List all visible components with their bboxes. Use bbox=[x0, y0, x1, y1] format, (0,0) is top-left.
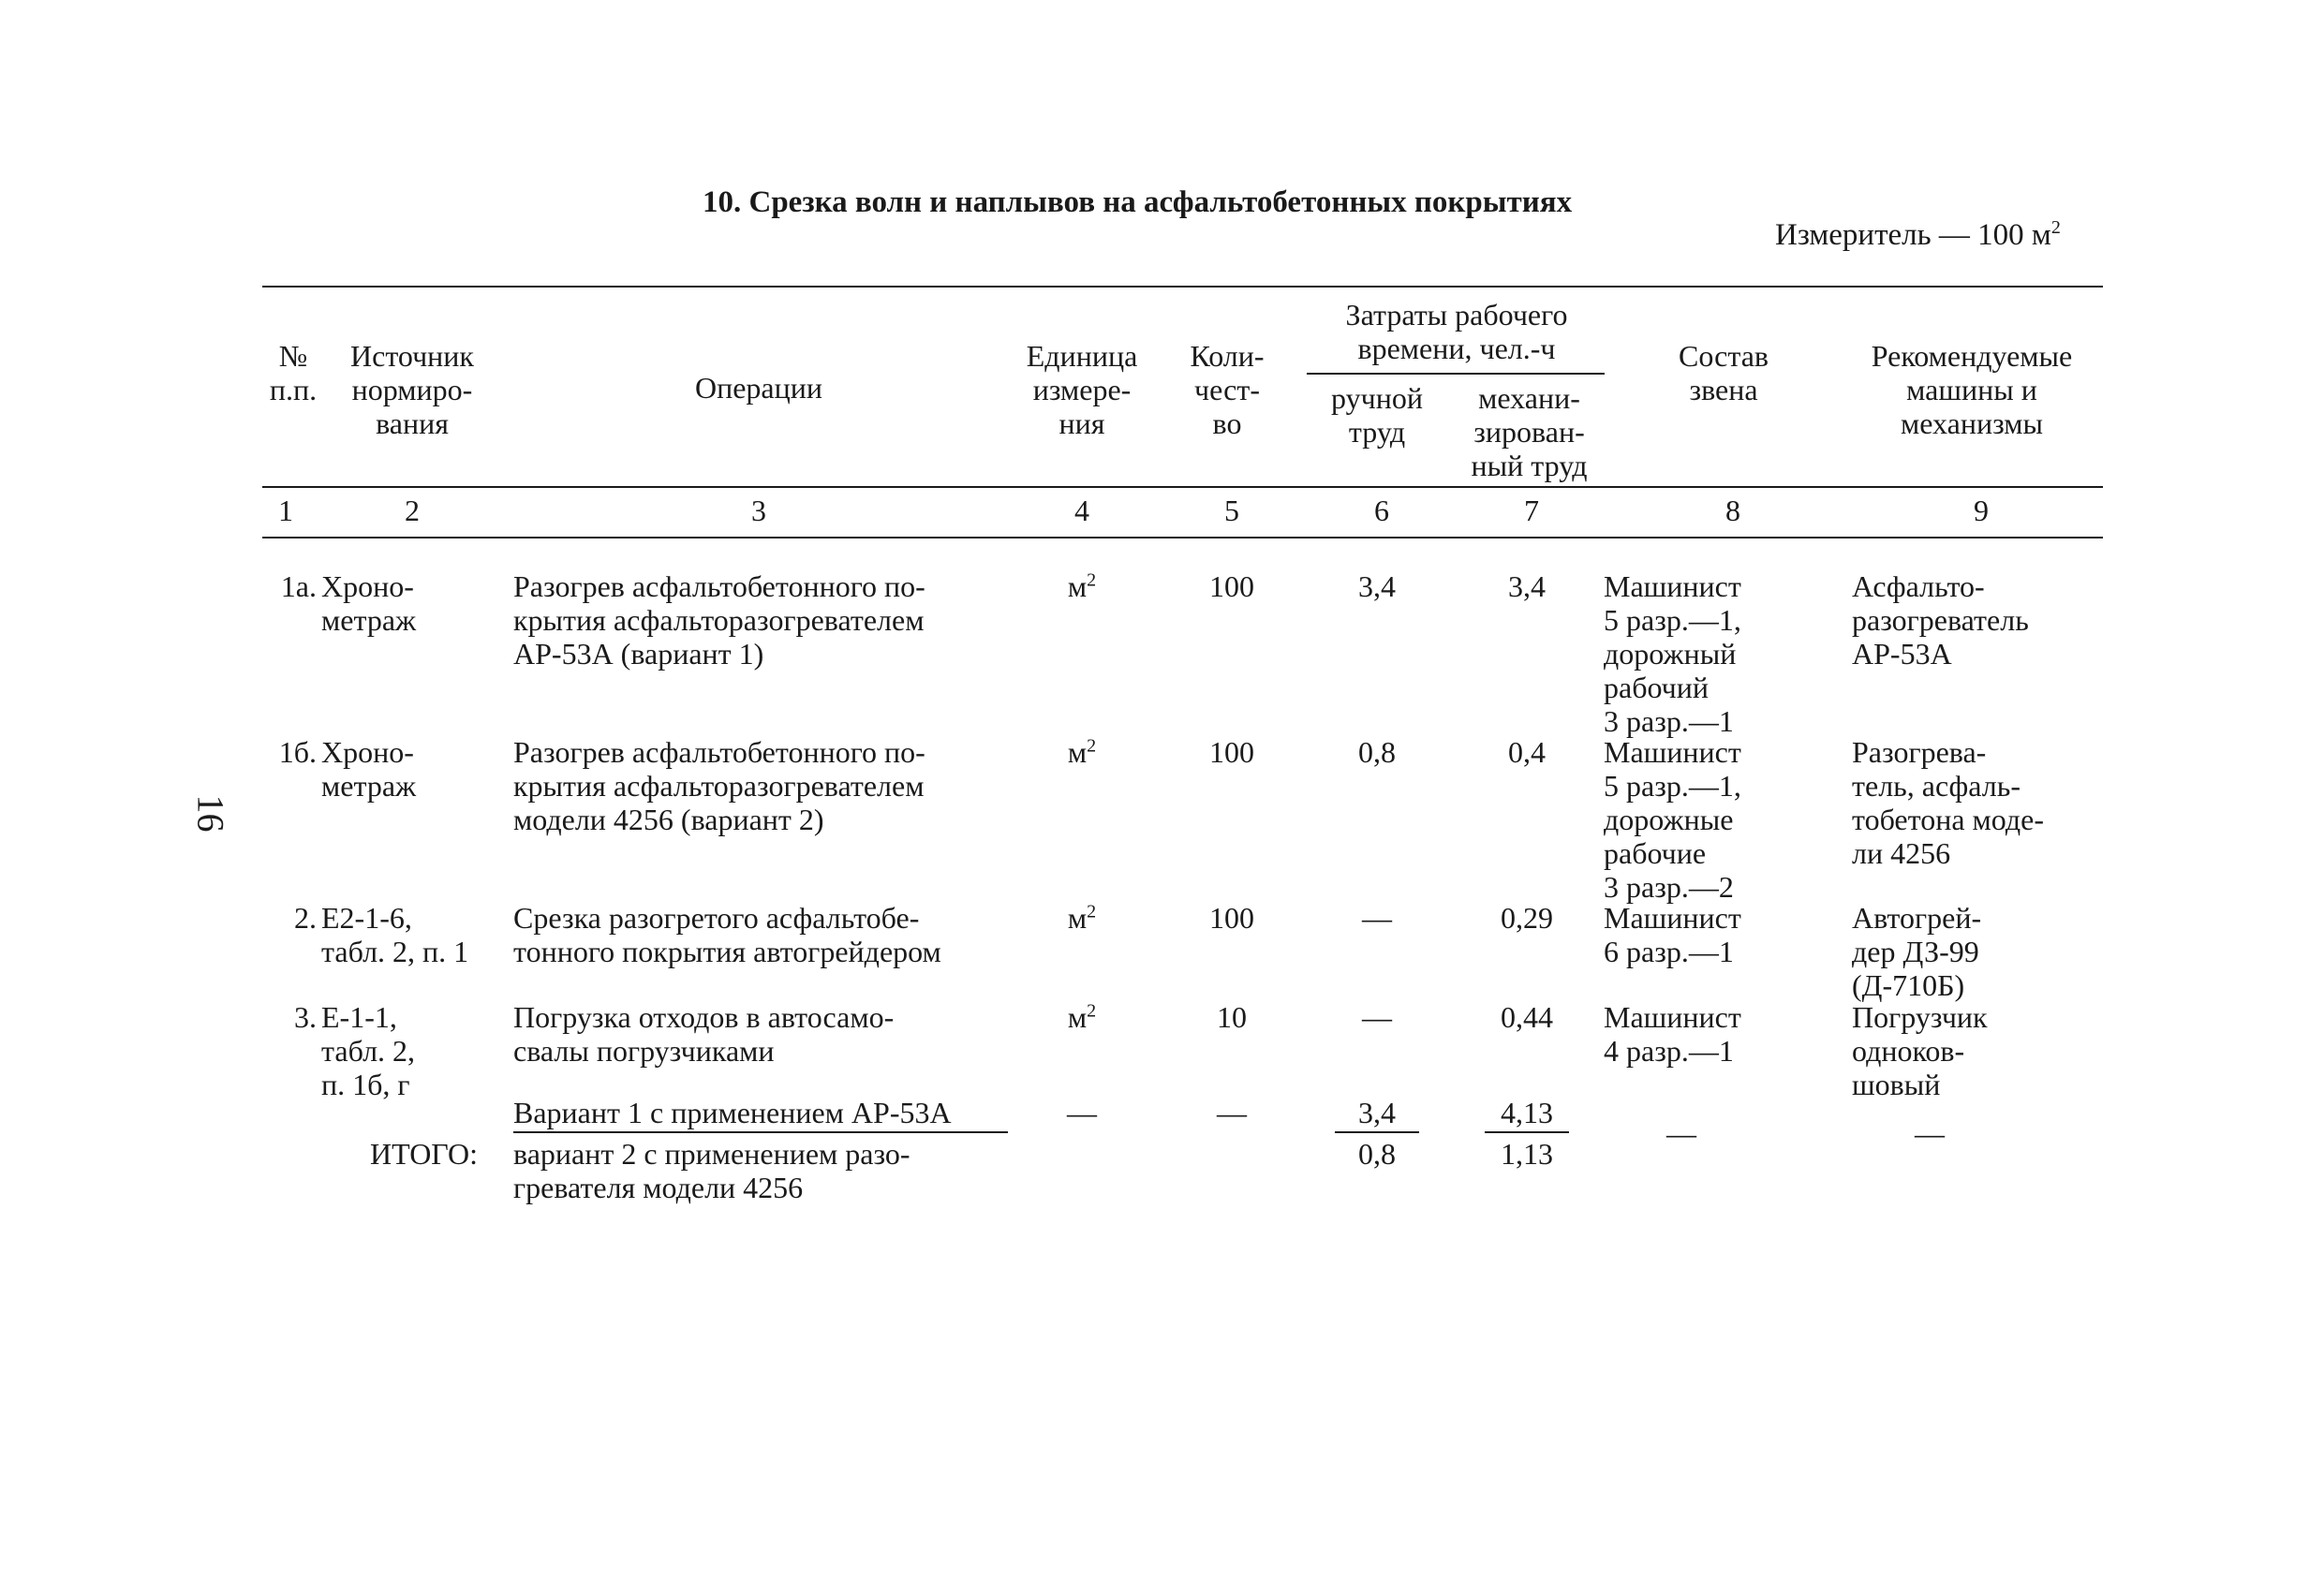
row-unit-sup: 2 bbox=[1087, 735, 1097, 757]
column-number: 9 bbox=[1974, 494, 1989, 527]
row-mech: 0,44 bbox=[1501, 1000, 1553, 1034]
row-source: Хроно- метраж bbox=[321, 569, 417, 637]
row-unit bbox=[1035, 569, 1129, 603]
column-number: 7 bbox=[1524, 494, 1539, 527]
header-operations: Операции bbox=[694, 371, 822, 405]
total-variant1: Вариант 1 с применением АР-53А bbox=[513, 1096, 1008, 1133]
row-source: Е-1-1, табл. 2, п. 1б, г bbox=[321, 1000, 416, 1101]
column-number: 5 bbox=[1224, 494, 1239, 527]
row-qty: 10 bbox=[1217, 1000, 1247, 1034]
total-qty: — bbox=[1217, 1096, 1247, 1129]
row-unit bbox=[1035, 1000, 1129, 1034]
total-manual-v1: 3,4 bbox=[1335, 1096, 1419, 1133]
column-number: 2 bbox=[405, 494, 420, 527]
header-crew: Состав звена bbox=[1678, 339, 1769, 406]
column-number: 1 bbox=[278, 494, 293, 527]
row-manual: 0,8 bbox=[1358, 735, 1396, 769]
row-unit-text: м bbox=[1067, 735, 1088, 769]
total-crew: — bbox=[1666, 1116, 1696, 1150]
table-top-rule bbox=[262, 286, 2103, 288]
column-number: 4 bbox=[1074, 494, 1089, 527]
page-number: 16 bbox=[189, 794, 232, 833]
column-number: 8 bbox=[1725, 494, 1740, 527]
column-number: 3 bbox=[751, 494, 766, 527]
header-unit: Единица измере- ния bbox=[1026, 339, 1138, 440]
row-num: 1б. bbox=[278, 735, 317, 769]
row-source: Е2-1-6, табл. 2, п. 1 bbox=[321, 901, 469, 968]
header-bottom-rule bbox=[262, 486, 2103, 488]
total-label: ИТОГО: bbox=[369, 1137, 478, 1171]
row-manual: 3,4 bbox=[1358, 569, 1396, 603]
header-mech: механи- зирован- ный труд bbox=[1471, 381, 1588, 482]
total-manual-v2: 0,8 bbox=[1358, 1137, 1396, 1171]
column-numbers-rule bbox=[262, 537, 2103, 538]
row-operation: Разогрев асфальтобетонного по- крытия асфальторазогревателем модели 4256 (вариант 2) bbox=[513, 735, 925, 836]
total-unit: — bbox=[1067, 1096, 1097, 1129]
time-group-rule bbox=[1307, 373, 1605, 375]
total-variant2: вариант 2 с применением разо- гревателя модели 4256 bbox=[513, 1137, 910, 1204]
row-unit-text: м bbox=[1067, 901, 1088, 935]
row-unit-sup: 2 bbox=[1087, 1000, 1097, 1022]
measure-text: Измеритель — 100 м bbox=[1775, 218, 2051, 252]
measure-sup: 2 bbox=[2050, 217, 2061, 238]
row-operation: Срезка разогретого асфальтобе- тонного покрытия автогрейдером bbox=[513, 901, 941, 968]
row-unit-text: м bbox=[1067, 569, 1088, 603]
row-unit bbox=[1035, 735, 1129, 769]
total-mech-v2: 1,13 bbox=[1501, 1137, 1553, 1171]
row-unit-text: м bbox=[1067, 1000, 1088, 1034]
row-num: 2. bbox=[294, 901, 317, 935]
row-manual: — bbox=[1362, 1000, 1392, 1034]
row-machines: Асфальто- разогреватель АР-53А bbox=[1852, 569, 2029, 671]
header-qty: Коли- чест- во bbox=[1190, 339, 1265, 440]
row-mech: 0,4 bbox=[1508, 735, 1546, 769]
row-crew: Машинист 5 разр.—1, дорожные рабочие 3 разр.—2 bbox=[1604, 735, 1741, 904]
header-source: Источник нормиро- вания bbox=[350, 339, 474, 440]
measure-unit bbox=[1775, 217, 2061, 253]
row-manual: — bbox=[1362, 901, 1392, 935]
row-machines: Автогрей- дер ДЗ-99 (Д-710Б) bbox=[1852, 901, 1982, 1002]
row-unit bbox=[1035, 901, 1129, 935]
row-qty: 100 bbox=[1209, 569, 1254, 603]
column-number: 6 bbox=[1374, 494, 1389, 527]
row-source: Хроно- метраж bbox=[321, 735, 417, 803]
row-num: 3. bbox=[294, 1000, 317, 1034]
total-mech-v1: 4,13 bbox=[1485, 1096, 1569, 1133]
row-operation: Разогрев асфальтобетонного по- крытия асфальторазогревателем АР-53А (вариант 1) bbox=[513, 569, 925, 671]
row-crew: Машинист 4 разр.—1 bbox=[1604, 1000, 1741, 1068]
header-num: № п.п. bbox=[269, 339, 318, 406]
header-manual: ручной труд bbox=[1331, 381, 1423, 449]
header-machines: Рекомендуемые машины и механизмы bbox=[1871, 339, 2073, 440]
row-crew: Машинист 5 разр.—1, дорожный рабочий 3 разр.—1 bbox=[1604, 569, 1741, 738]
row-mech: 3,4 bbox=[1508, 569, 1546, 603]
row-crew: Машинист 6 разр.—1 bbox=[1604, 901, 1741, 968]
row-num: 1а. bbox=[280, 569, 317, 603]
row-unit-sup: 2 bbox=[1087, 901, 1097, 922]
header-time-group: Затраты рабочего времени, чел.-ч bbox=[1345, 298, 1568, 365]
row-mech: 0,29 bbox=[1501, 901, 1553, 935]
row-machines: Разогрева- тель, асфаль- тобетона моде- ли 4256 bbox=[1852, 735, 2044, 870]
row-unit-sup: 2 bbox=[1087, 569, 1097, 591]
row-operation: Погрузка отходов в автосамо- свалы погрузчиками bbox=[513, 1000, 895, 1068]
total-machines: — bbox=[1915, 1116, 1945, 1150]
row-qty: 100 bbox=[1209, 901, 1254, 935]
row-machines: Погрузчик одноков- шовый bbox=[1852, 1000, 1988, 1101]
table-title: 10. Срезка волн и наплывов на асфальтобетонных покрытиях bbox=[703, 185, 1573, 219]
row-qty: 100 bbox=[1209, 735, 1254, 769]
